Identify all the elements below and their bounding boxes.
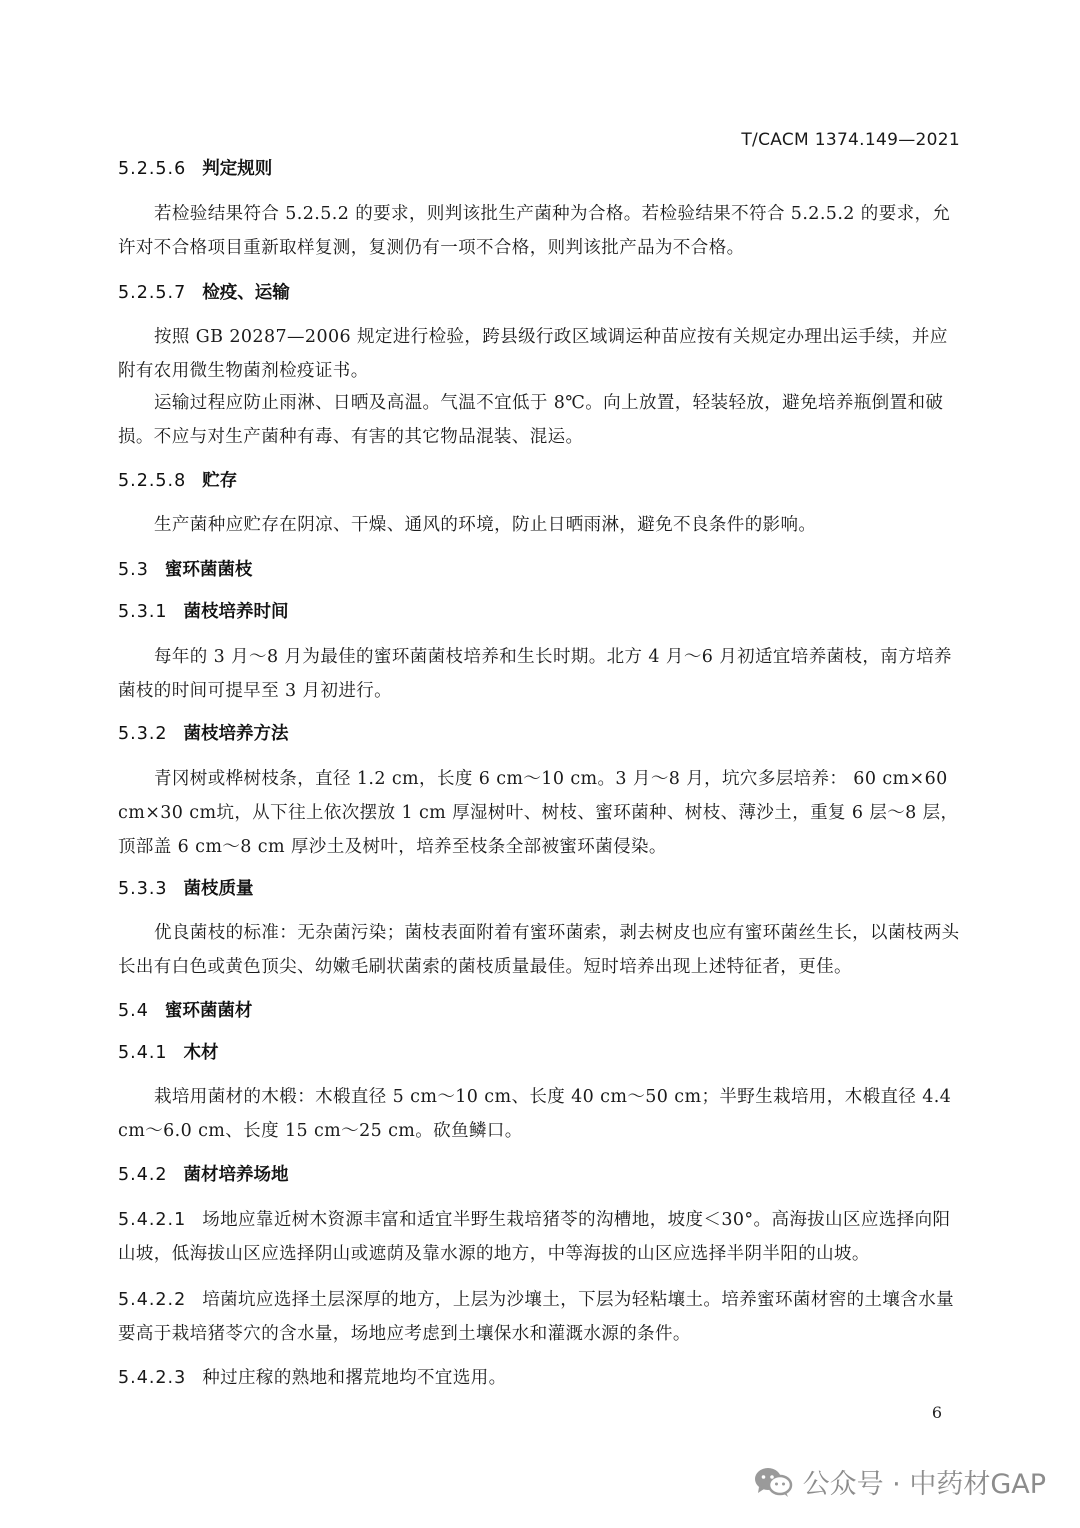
heading-5-3 — [118, 556, 252, 581]
section-number: 5.2.5.6 — [118, 159, 187, 179]
clause-5-4-2-3 — [118, 1361, 963, 1395]
clause-number: 5.4.2.1 — [118, 1210, 187, 1230]
clause-5-4-2-1 — [118, 1203, 963, 1271]
heading-5-4-2 — [118, 1161, 289, 1186]
paragraph-5-2-5-7-a: 按照 GB 20287—2006 规定进行检验，跨县级行政区域调运种苗应按有关规定办理出运手续，并应附有农用微生物菌剂检疫证书。 — [118, 327, 948, 381]
heading-5-3-3 — [118, 875, 254, 900]
section-number: 5.3.3 — [118, 879, 168, 899]
heading-5-2-5-7 — [118, 279, 290, 304]
section-title: 蜜环菌菌材 — [164, 1001, 253, 1021]
section-number: 5.4.2 — [118, 1165, 168, 1185]
paragraph-5-3-3: 优良菌枝的标准：无杂菌污染；菌枝表面附着有蜜环菌索，剥去树皮也应有蜜环菌丝生长，以菌枝两头长出有白色或黄色顶尖、幼嫩毛刷状菌索的菌枝质量最佳。短时培养出现上述特征者，更佳。 — [118, 923, 960, 977]
clause-number: 5.4.2.2 — [118, 1290, 187, 1310]
watermark — [753, 1462, 1046, 1501]
section-number: 5.2.5.8 — [118, 471, 187, 491]
section-title: 菌枝培养方法 — [183, 724, 289, 744]
heading-5-4 — [118, 997, 252, 1022]
watermark-text: 公众号 · 中药材GAP — [802, 1469, 1046, 1500]
wechat-icon — [753, 1465, 793, 1499]
section-title: 判定规则 — [202, 159, 273, 179]
paragraph-5-2-5-6: 若检验结果符合 5.2.5.2 的要求，则判该批生产菌种为合格。若检验结果不符合 5.2.5.2 的要求，允许对不合格项目重新取样复测，复测仍有一项不合格，则判该批产品为不合格。 — [118, 204, 951, 258]
section-number: 5.4.1 — [118, 1043, 168, 1063]
section-title: 菌枝质量 — [183, 879, 254, 899]
heading-5-2-5-8 — [118, 467, 237, 492]
paragraph-5-4-1: 栽培用菌材的木椴：木椴直径 5 cm～10 cm、长度 40 cm～50 cm；半野生栽培用，木椴直径 4.4 cm～6.0 cm、长度 15 cm～25 cm。砍鱼鳞口。 — [118, 1087, 952, 1141]
section-number: 5.3.2 — [118, 724, 168, 744]
heading-5-3-1 — [118, 598, 289, 623]
section-title: 贮存 — [202, 471, 238, 491]
paragraph-5-3-1: 每年的 3 月～8 月为最佳的蜜环菌菌枝培养和生长时期。北方 4 月～6 月初适宜培养菌枝，南方培养菌枝的时间可提早至 3 月初进行。 — [118, 647, 952, 701]
heading-5-2-5-6 — [118, 155, 272, 180]
section-number: 5.4 — [118, 1001, 149, 1021]
heading-5-4-1 — [118, 1039, 219, 1064]
section-number: 5.3 — [118, 560, 149, 580]
section-title: 菌枝培养时间 — [183, 602, 289, 622]
section-title: 检疫、运输 — [202, 283, 290, 303]
section-title: 菌材培养场地 — [183, 1165, 289, 1185]
document-id: T/CACM 1374.149—2021 — [741, 130, 960, 150]
section-number: 5.3.1 — [118, 602, 168, 622]
section-title: 蜜环菌菌枝 — [164, 560, 253, 580]
section-title: 木材 — [183, 1043, 219, 1063]
heading-5-3-2 — [118, 720, 289, 745]
clause-5-4-2-2 — [118, 1283, 963, 1351]
clause-text: 场地应靠近树木资源丰富和适宜半野生栽培猪苓的沟槽地，坡度＜30°。高海拔山区应选择向阳山坡，低海拔山区应选择阴山或遮荫及靠水源的地方，中等海拔的山区应选择半阴半阳的山坡。 — [118, 1210, 951, 1264]
clause-number: 5.4.2.3 — [118, 1368, 187, 1388]
paragraph-5-2-5-7-b: 运输过程应防止雨淋、日晒及高温。气温不宜低于 8℃。向上放置，轻装轻放，避免培养瓶倒置和破损。不应与对生产菌种有毒、有害的其它物品混装、混运。 — [118, 393, 944, 447]
clause-text: 培菌坑应选择土层深厚的地方，上层为沙壤土，下层为轻粘壤土。培养蜜环菌材窖的土壤含水量要高于栽培猪苓穴的含水量，场地应考虑到土壤保水和灌溉水源的条件。 — [118, 1290, 955, 1344]
paragraph-5-3-2: 青冈树或桦树枝条，直径 1.2 cm，长度 6 cm～10 cm。3 月～8 月，坑穴多层培养： 60 cm×60 cm×30 cm坑，从下往上依次摆放 1 cm 厚湿树叶、树枝、蜜环菌种、树枝、薄沙土，重复 6 层～8 层，顶部盖 6 cm～8 cm 厚沙土及树叶，培养至枝条全部被蜜环菌侵染。 — [118, 769, 959, 857]
paragraph-5-2-5-8: 生产菌种应贮存在阴凉、干燥、通风的环境，防止日晒雨淋，避免不良条件的影响。 — [154, 515, 817, 535]
clause-text: 种过庄稼的熟地和撂荒地均不宜选用。 — [202, 1368, 507, 1388]
section-number: 5.2.5.7 — [118, 283, 187, 303]
page-number: 6 — [931, 1403, 942, 1422]
